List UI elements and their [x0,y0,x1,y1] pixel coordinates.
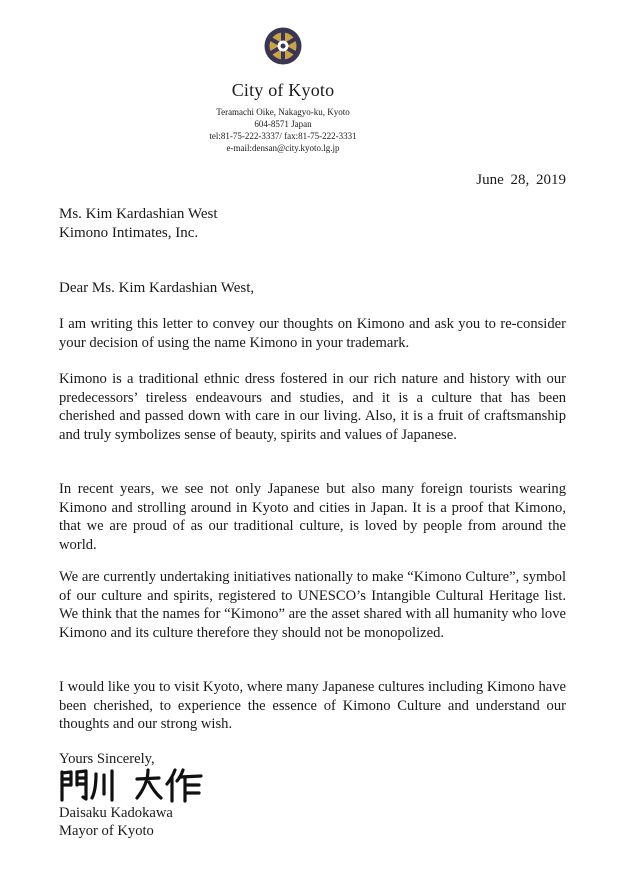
closing: Yours Sincerely, [59,751,155,767]
letterhead-title: City of Kyoto [231,80,335,100]
handwritten-signature [59,766,209,804]
body-paragraph: I would like you to visit Kyoto, where many Japanese cultures including Kimono have been cherished, to experience the essence of Kimono Culture and understand our thoughts and our strong wish. [59,679,566,732]
letterhead-email: e-mail:densan@city.kyoto.lg.jp [226,143,340,153]
kyoto-city-emblem-icon [263,26,303,66]
signatory-title: Mayor of Kyoto [59,823,154,839]
body-paragraph: I am writing this letter to convey our thoughts on Kimono and ask you to re-consider your decision of using the name Kimono in your trademark. [59,316,566,351]
signatory-name: Daisaku Kadokawa [59,805,173,821]
letterhead-address: Teramachi Oike, Nakagyo-ku, Kyoto [216,107,350,117]
letterhead-postal: 604-8571 Japan [254,119,312,129]
recipient-company: Kimono Intimates, Inc. [59,225,199,241]
recipient-name: Ms. Kim Kardashian West [59,206,218,222]
letter-date: June 28, 2019 [476,172,566,188]
salutation: Dear Ms. Kim Kardashian West, [59,280,255,296]
letterhead-phone-fax: tel:81-75-222-3337/ fax:81-75-222-3331 [209,131,357,141]
body-paragraph: We are currently undertaking initiatives nationally to make “Kimono Culture”, symbol of our culture and spirits, registered to UNESCO’s Intangible Cultural Heritage list. We think that the names for “Kimono” are the asset shared with all humanity who love Kimono and its culture therefore they should not be monopolized. [59,569,566,641]
body-paragraph: In recent years, we see not only Japanese but also many foreign tourists wearing Kimono and strolling around in Kyoto and cities in Japan. It is a proof that Kimono, that we are proud of as our traditional culture, is loved by people from around the world. [59,481,566,553]
body-paragraph: Kimono is a traditional ethnic dress fostered in our rich nature and history with our predecessors’ tireless endeavours and studies, and it is a culture that has been cherished and passed down with care in our living. Also, it is a fruit of craftsmanship and truly symbolizes sense of beauty, spirits and values of Japanese. [59,371,566,443]
